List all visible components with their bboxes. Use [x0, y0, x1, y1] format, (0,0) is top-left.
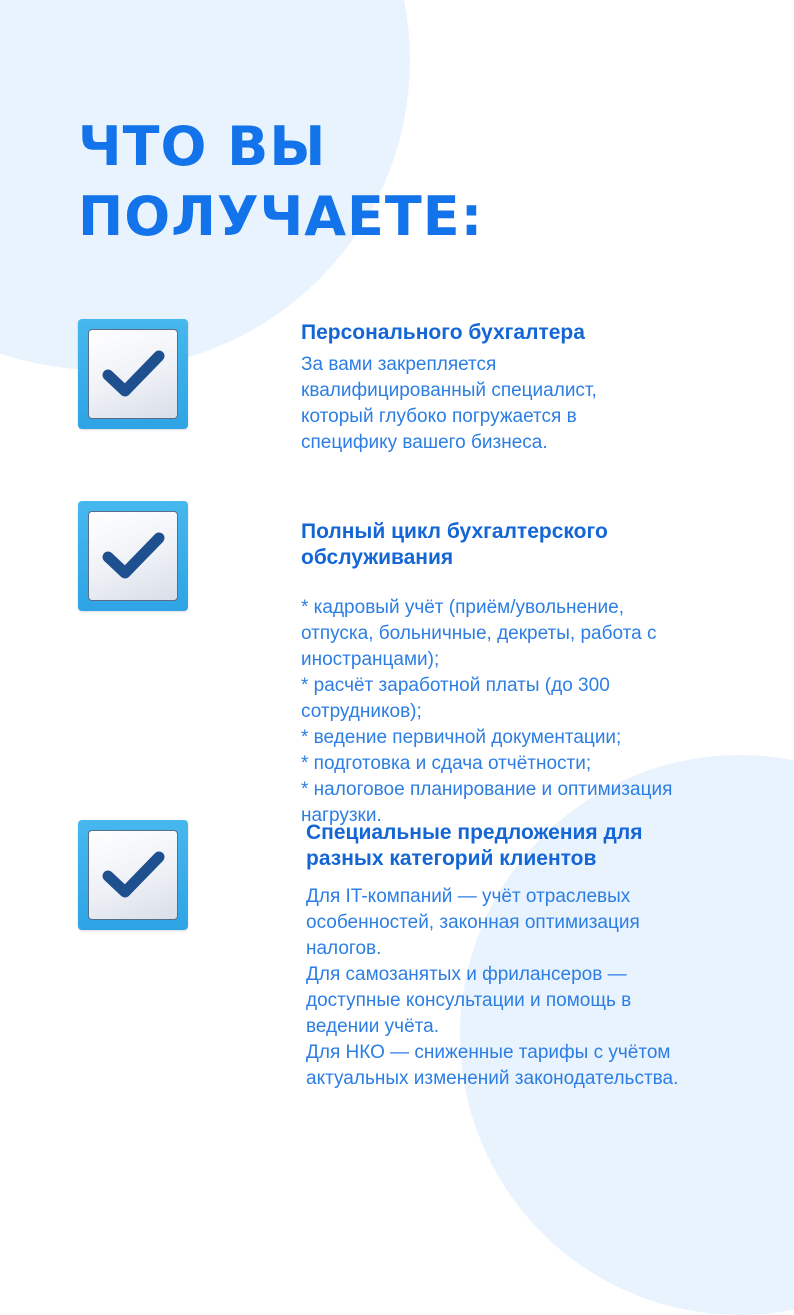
checkbox-checked-icon — [78, 820, 188, 930]
benefit-description: За вами закрепляется квалифицированный специалист, который глубоко погружается в специфику вашего бизнеса. — [301, 354, 597, 453]
checkbox-checked-icon — [78, 501, 188, 611]
benefit-heading: Полный цикл бухгалтерского обслуживания — [301, 520, 608, 569]
benefit-description: Для IT-компаний — учёт отраслевых особенностей, законная оптимизация налогов. Для самозанятых и фрилансеров — доступные консультации и помощь в ведении учёта. Для НКО — сниженные тарифы с учётом актуальных изменений законодательства. — [306, 886, 679, 1089]
benefit-heading: Специальные предложения для разных категорий клиентов — [306, 821, 643, 870]
page-title-line-1: ЧТО ВЫ — [78, 115, 327, 178]
benefit-heading: Персонального бухгалтера — [301, 321, 585, 344]
benefit-special-offers — [306, 820, 776, 1092]
benefit-personal-accountant — [301, 320, 771, 456]
benefit-description: * кадровый учёт (приём/увольнение, отпуска, больничные, декреты, работа с иностранцами); * расчёт заработной платы (до 300 сотрудников); * ведение первичной документации; * подготовка и сдача отчётности; * налоговое планирование и оптимизация нагрузки. — [301, 597, 673, 826]
page-title — [78, 112, 483, 252]
benefit-full-cycle — [301, 501, 771, 847]
checkbox-checked-icon — [78, 319, 188, 429]
page-title-line-2: ПОЛУЧАЕТЕ: — [78, 185, 484, 248]
